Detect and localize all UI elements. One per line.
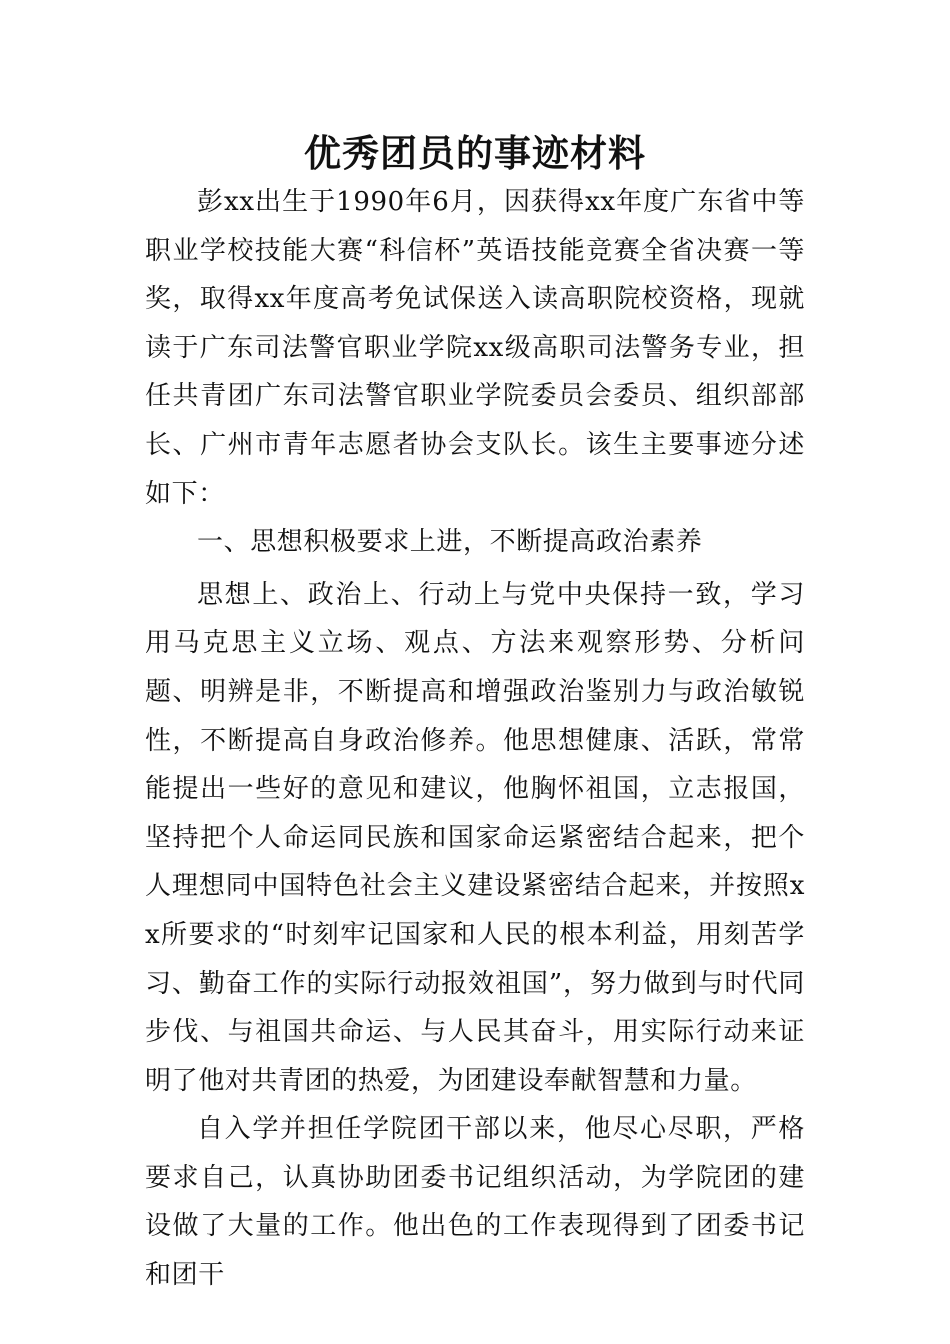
paragraph-work: 自入学并担任学院团干部以来，他尽心尽职，严格要求自己，认真协助团委书记组织活动，为学院团的建设做了大量的工作。他出色的工作表现得到了团委书记和团干 <box>145 1114 805 1291</box>
document-title: 优秀团员的事迹材料 <box>304 131 646 175</box>
paragraph-intro: 彭xx出生于1990年6月，因获得xx年度广东省中等职业学校技能大赛“科信杯”英语技能竞赛全省决赛一等奖，取得xx年度高考免试保送入读高职院校资格，现就读于广东司法警官职业学院xx级高职司法警务专业，担任共青团广东司法警官职业学院委员会委员、组织部部长、广州市青年志愿者协会支队长。该生主要事迹分述如下： <box>145 187 805 509</box>
section-heading-1: 一、思想积极要求上进，不断提高政治素养 <box>197 527 703 558</box>
document-body <box>145 178 805 1300</box>
paragraph-ideology: 思想上、政治上、行动上与党中央保持一致，学习用马克思主义立场、观点、方法来观察形势、分析问题、明辨是非，不断提高和增强政治鉴别力与政治敏锐性，不断提高自身政治修养。他思想健康、活跃，常常能提出一些好的意见和建议，他胸怀祖国，立志报国，坚持把个人命运同民族和国家命运紧密结合起来，把个人理想同中国特色社会主义建设紧密结合起来，并按照xx所要求的“时刻牢记国家和人民的根本利益，用刻苦学习、勤奋工作的实际行动报效祖国”，努力做到与时代同步伐、与祖国共命运、与人民其奋斗，用实际行动来证明了他对共青团的热爱，为团建设奉献智慧和力量。 <box>145 579 805 1096</box>
